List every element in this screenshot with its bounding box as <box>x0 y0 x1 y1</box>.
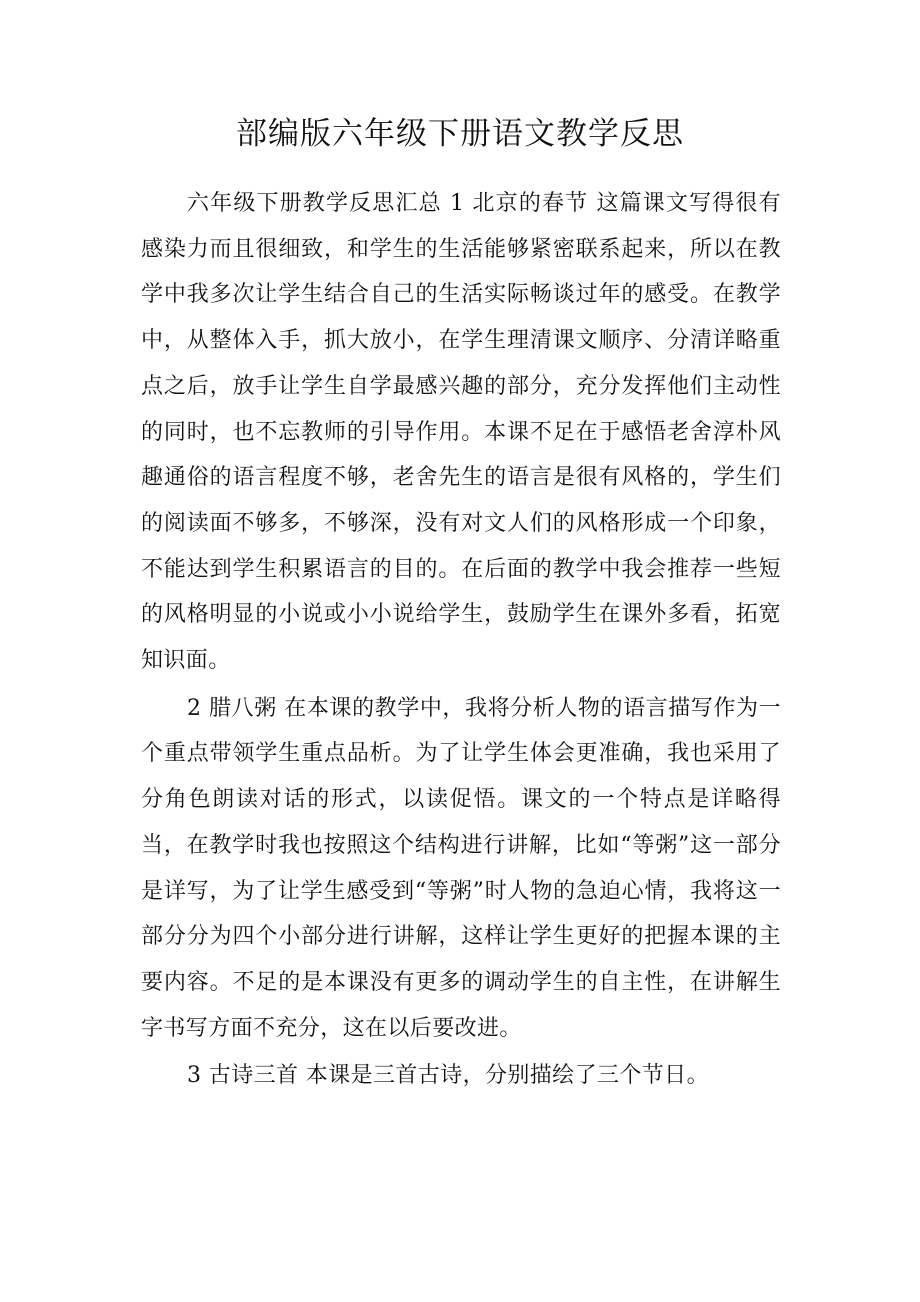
page-title: 部编版六年级下册语文教学反思 <box>236 116 684 152</box>
paragraph-three-ancient-poems: 3 古诗三首 本课是三首古诗，分别描绘了三个节日。 <box>187 1063 709 1089</box>
document-body <box>141 181 781 1099</box>
paragraph-beijing-spring-festival: 六年级下册教学反思汇总 1 北京的春节 这篇课文写得很有感染力而且很细致，和学生的生活能够紧密联系起来，所以在教学中我多次让学生结合自己的生活实际畅谈过年的感受。在教学中，从整体入手，抓大放小，在学生理清课文顺序、分清详略重点之后，放手让学生自学最感兴趣的部分，充分发挥他们主动性的同时，也不忘教师的引导作用。本课不足在于感悟老舍淳朴风趣通俗的语言程度不够，老舍先生的语言是很有风格的，学生们的阅读面不够多，不够深，没有对文人们的风格形成一个印象，不能达到学生积累语言的目的。在后面的教学中我会推荐一些短的风格明显的小说或小小说给学生，鼓励学生在课外多看，拓宽知识面。 <box>141 191 781 674</box>
paragraph-laba-porridge: 2 腊八粥 在本课的教学中，我将分析人物的语言描写作为一个重点带领学生重点品析。为了让学生体会更准确，我也采用了分角色朗读对话的形式，以读促悟。课文的一个特点是详略得当，在教学时我也按照这个结构进行讲解，比如“等粥”这一部分是详写，为了让学生感受到“等粥”时人物的急迫心情，我将这一部分分为四个小部分进行讲解，这样让学生更好的把握本课的主要内容。不足的是本课没有更多的调动学生的自主性，在讲解生字书写方面不充分，这在以后要改进。 <box>141 695 781 1041</box>
